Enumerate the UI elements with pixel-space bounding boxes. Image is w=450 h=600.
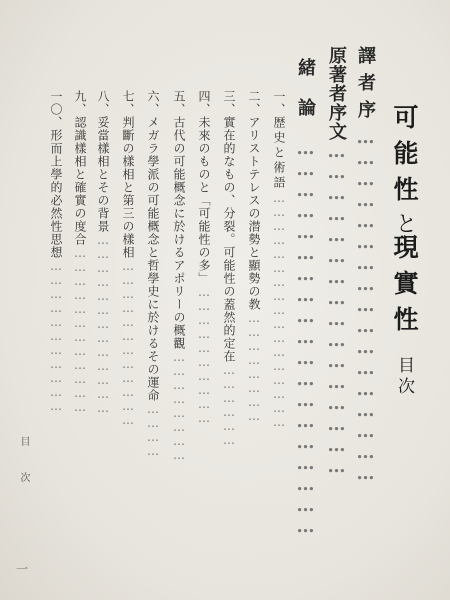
toc-item-text: 判斷の樣相と第三の樣相	[121, 116, 135, 259]
section-label: 原著者序文	[326, 46, 347, 141]
toc-item-text: 未來のものと「可能性の多」	[197, 116, 211, 285]
toc-item-number: 五、	[172, 90, 186, 116]
toc-item	[246, 90, 263, 423]
toc-item	[171, 90, 188, 462]
toc-item-leader: ……………………………………………	[272, 191, 286, 429]
toc-item	[48, 90, 65, 413]
toc-item-number: 六、	[146, 90, 160, 116]
book-title	[386, 104, 422, 464]
toc-item-leader: ……………………	[172, 350, 186, 462]
toc-item-leader: ……………………………	[49, 259, 63, 413]
toc-item-text: 古代の可能概念に於けるアポリーの概觀	[172, 116, 186, 350]
toc-item-leader: ………………………………	[121, 259, 135, 427]
toc-item-text: 妥當樣相とその背景	[96, 116, 110, 233]
toc-item	[196, 90, 213, 425]
toc-item-number: 九、	[73, 90, 87, 116]
toc-item	[145, 90, 162, 458]
toc-item	[221, 90, 238, 447]
toc-item-leader: …………………………………	[96, 233, 110, 415]
page-number: 一	[16, 562, 29, 576]
toc-item-leader: ………………………………	[73, 246, 87, 414]
toc-item-text: 形而上學的必然性思想	[49, 129, 63, 259]
section-leader: …………………………………………………	[295, 138, 316, 537]
title-part2: 現實性	[390, 234, 419, 342]
section-translator-preface	[352, 46, 378, 484]
section-author-preface	[323, 46, 349, 477]
toc-item-text: 認識樣相と確實の度合	[73, 116, 87, 246]
section-label: 譯者序	[355, 46, 376, 127]
toc-item	[72, 90, 89, 414]
toc-item-number: 一、	[272, 90, 286, 116]
title-conjunction: と	[392, 212, 417, 234]
section-leader: ……………………………………………	[355, 127, 376, 484]
toc-item	[271, 90, 288, 429]
toc-item-number: 七、	[121, 90, 135, 116]
section-introduction	[292, 58, 318, 537]
toc-item-leader: …………	[146, 402, 160, 458]
toc-item	[120, 90, 137, 427]
toc-label: 目次	[394, 356, 414, 398]
section-label: 緒論	[295, 58, 316, 138]
toc-item-number: 四、	[197, 90, 211, 116]
toc-item-text: 實在的なもの、分裂。可能性の蓋然的定在	[222, 116, 236, 363]
title-part1: 可能性	[390, 104, 419, 212]
toc-item-leader: ………………	[222, 363, 236, 447]
toc-item-number: 三、	[222, 90, 236, 116]
toc-item-leader: ……………………	[247, 311, 261, 423]
toc-item-leader: …………………………	[197, 285, 211, 425]
toc-item-number: 一〇、	[49, 90, 63, 129]
toc-item-text: アリストテレスの潜勢と顯勢の教	[247, 116, 261, 311]
running-head: 目次	[18, 436, 29, 508]
toc-item	[95, 90, 112, 415]
toc-item-number: 二、	[247, 90, 261, 116]
toc-item-text: 歴史と術語	[272, 116, 286, 191]
toc-item-text: メガラ學派の可能概念と哲學史に於けるその運命	[146, 116, 160, 402]
section-leader: …………………………………………	[326, 141, 347, 477]
toc-item-number: 八、	[96, 90, 110, 116]
